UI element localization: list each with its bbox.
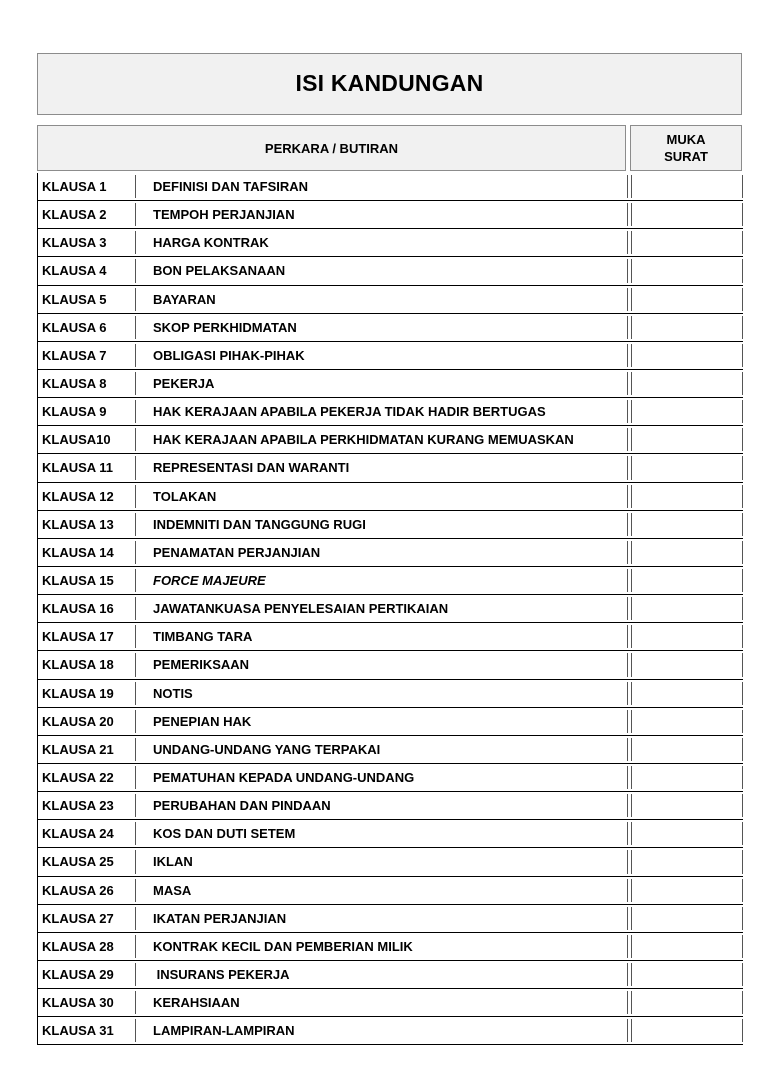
table-row bbox=[37, 426, 743, 454]
column-divider bbox=[627, 682, 628, 705]
column-divider bbox=[135, 822, 136, 845]
clause-number: KLAUSA 11 bbox=[42, 460, 114, 476]
clause-number: KLAUSA 17 bbox=[42, 629, 114, 645]
clause-number: KLAUSA 3 bbox=[42, 235, 107, 251]
table-row bbox=[37, 1017, 743, 1045]
column-divider bbox=[135, 344, 136, 367]
table-row bbox=[37, 539, 743, 567]
page-number-cell bbox=[631, 625, 743, 648]
column-divider bbox=[135, 316, 136, 339]
column-divider bbox=[627, 653, 628, 676]
column-divider bbox=[627, 963, 628, 986]
clause-number: KLAUSA 19 bbox=[42, 685, 114, 701]
clause-title: BAYARAN bbox=[153, 291, 216, 307]
clause-title: PEMERIKSAAN bbox=[153, 657, 250, 673]
clause-number: KLAUSA 1 bbox=[42, 179, 107, 195]
column-divider bbox=[135, 203, 136, 226]
clause-number: KLAUSA 25 bbox=[42, 854, 114, 870]
clause-title: IKLAN bbox=[153, 854, 193, 870]
column-divider bbox=[627, 485, 628, 508]
column-divider bbox=[135, 935, 136, 958]
table-row bbox=[37, 257, 743, 285]
table-row bbox=[37, 708, 743, 736]
clause-number: KLAUSA 9 bbox=[42, 404, 107, 420]
column-divider bbox=[627, 991, 628, 1014]
clause-title: PENEPIAN HAK bbox=[153, 713, 252, 729]
page-number-cell bbox=[631, 653, 743, 676]
column-divider bbox=[135, 569, 136, 592]
table-row bbox=[37, 286, 743, 314]
clause-number: KLAUSA 8 bbox=[42, 376, 107, 392]
table-row bbox=[37, 173, 743, 201]
clause-number: KLAUSA 23 bbox=[42, 798, 114, 814]
table-row bbox=[37, 877, 743, 905]
table-row bbox=[37, 454, 743, 482]
table-row bbox=[37, 961, 743, 989]
clause-number: KLAUSA 18 bbox=[42, 657, 114, 673]
column-divider bbox=[627, 372, 628, 395]
clause-number: KLAUSA 30 bbox=[42, 995, 114, 1011]
header-page-label-line2: SURAT bbox=[664, 149, 708, 164]
column-divider bbox=[135, 513, 136, 536]
column-divider bbox=[135, 653, 136, 676]
page-number-cell bbox=[631, 400, 743, 423]
page-number-cell bbox=[631, 203, 743, 226]
column-divider bbox=[135, 541, 136, 564]
page-number-cell bbox=[631, 794, 743, 817]
column-divider bbox=[627, 569, 628, 592]
table-row bbox=[37, 567, 743, 595]
page-number-cell bbox=[631, 935, 743, 958]
column-divider bbox=[135, 400, 136, 423]
column-divider bbox=[627, 597, 628, 620]
column-divider bbox=[627, 203, 628, 226]
page-number-cell bbox=[631, 991, 743, 1014]
clause-title: BON PELAKSANAAN bbox=[153, 263, 286, 279]
page-number-cell bbox=[631, 231, 743, 254]
clause-title: PERUBAHAN DAN PINDAAN bbox=[153, 798, 331, 814]
page-number-cell bbox=[631, 907, 743, 930]
table-row bbox=[37, 229, 743, 257]
clause-title: KOS DAN DUTI SETEM bbox=[153, 826, 296, 842]
column-divider bbox=[135, 175, 136, 198]
clause-title: FORCE MAJEURE bbox=[153, 573, 266, 589]
page-number-cell bbox=[631, 822, 743, 845]
column-divider bbox=[135, 879, 136, 902]
column-divider bbox=[135, 991, 136, 1014]
page-number-cell bbox=[631, 485, 743, 508]
column-divider bbox=[627, 288, 628, 311]
column-divider bbox=[627, 1019, 628, 1042]
header-item-cell bbox=[37, 125, 626, 171]
clause-title: UNDANG-UNDANG YANG TERPAKAI bbox=[153, 741, 381, 757]
clause-title: OBLIGASI PIHAK-PIHAK bbox=[153, 347, 305, 363]
clause-title: IKATAN PERJANJIAN bbox=[153, 910, 287, 926]
page-number-cell bbox=[631, 879, 743, 902]
table-row bbox=[37, 989, 743, 1017]
clause-number: KLAUSA 22 bbox=[42, 770, 114, 786]
clause-title: TOLAKAN bbox=[153, 488, 217, 504]
page-number-cell bbox=[631, 541, 743, 564]
clause-number: KLAUSA 26 bbox=[42, 882, 114, 898]
page-number-cell bbox=[631, 175, 743, 198]
clause-number: KLAUSA10 bbox=[42, 432, 111, 448]
column-divider bbox=[135, 288, 136, 311]
column-divider bbox=[627, 259, 628, 282]
table-row bbox=[37, 933, 743, 961]
column-divider bbox=[627, 766, 628, 789]
clause-number: KLAUSA 5 bbox=[42, 291, 107, 307]
title-box bbox=[37, 53, 742, 115]
table-row bbox=[37, 736, 743, 764]
table-row bbox=[37, 820, 743, 848]
page-number-cell bbox=[631, 710, 743, 733]
column-divider bbox=[627, 316, 628, 339]
column-divider bbox=[135, 231, 136, 254]
page-number-cell bbox=[631, 316, 743, 339]
clause-title: HAK KERAJAAN APABILA PEKERJA TIDAK HADIR BERTUGAS bbox=[153, 404, 546, 420]
table-row bbox=[37, 792, 743, 820]
clause-title: KONTRAK KECIL DAN PEMBERIAN MILIK bbox=[153, 938, 413, 954]
clause-title: HARGA KONTRAK bbox=[153, 235, 269, 251]
column-divider bbox=[135, 456, 136, 479]
column-divider bbox=[627, 175, 628, 198]
table-row bbox=[37, 398, 743, 426]
clause-title: NOTIS bbox=[153, 685, 193, 701]
clause-number: KLAUSA 2 bbox=[42, 207, 107, 223]
header-page-label-line1: MUKA bbox=[666, 132, 706, 147]
column-divider bbox=[135, 766, 136, 789]
header-item-label: PERKARA / BUTIRAN bbox=[264, 140, 399, 156]
page-number-cell bbox=[631, 682, 743, 705]
table-row bbox=[37, 342, 743, 370]
clause-title: HAK KERAJAAN APABILA PERKHIDMATAN KURANG MEMUASKAN bbox=[153, 432, 574, 448]
table-row bbox=[37, 651, 743, 679]
page-number-cell bbox=[631, 513, 743, 536]
column-divider bbox=[627, 907, 628, 930]
column-divider bbox=[627, 850, 628, 873]
page-number-cell bbox=[631, 850, 743, 873]
clause-number: KLAUSA 31 bbox=[42, 1023, 114, 1039]
table-row bbox=[37, 511, 743, 539]
column-divider bbox=[135, 850, 136, 873]
header-page-cell bbox=[630, 125, 742, 171]
clause-title: PENAMATAN PERJANJIAN bbox=[153, 544, 321, 560]
column-divider bbox=[135, 682, 136, 705]
column-divider bbox=[135, 485, 136, 508]
clause-title: PEKERJA bbox=[153, 376, 215, 392]
column-divider bbox=[135, 907, 136, 930]
page-number-cell bbox=[631, 344, 743, 367]
clause-number: KLAUSA 16 bbox=[42, 601, 114, 617]
clause-title: KERAHSIAAN bbox=[153, 995, 240, 1011]
column-divider bbox=[627, 541, 628, 564]
clause-title: TEMPOH PERJANJIAN bbox=[153, 207, 295, 223]
column-divider bbox=[627, 822, 628, 845]
clause-number: KLAUSA 14 bbox=[42, 544, 114, 560]
clause-title: LAMPIRAN-LAMPIRAN bbox=[153, 1023, 295, 1039]
column-divider bbox=[135, 625, 136, 648]
column-divider bbox=[135, 597, 136, 620]
clause-number: KLAUSA 29 bbox=[42, 967, 114, 982]
column-divider bbox=[135, 738, 136, 761]
column-divider bbox=[627, 738, 628, 761]
clause-number: KLAUSA 21 bbox=[42, 741, 114, 757]
page-number-cell bbox=[631, 1019, 743, 1042]
clause-title: JAWATANKUASA PENYELESAIAN PERTIKAIAN bbox=[153, 601, 449, 617]
column-divider bbox=[627, 456, 628, 479]
column-divider bbox=[627, 710, 628, 733]
column-divider bbox=[627, 794, 628, 817]
page-number-cell bbox=[631, 738, 743, 761]
column-divider bbox=[627, 344, 628, 367]
page-number-cell bbox=[631, 569, 743, 592]
column-divider bbox=[135, 428, 136, 451]
page-number-cell bbox=[631, 372, 743, 395]
clause-title: SKOP PERKHIDMATAN bbox=[153, 319, 297, 335]
clause-title: REPRESENTASI DAN WARANTI bbox=[153, 460, 350, 476]
page-number-cell bbox=[631, 428, 743, 451]
page-number-cell bbox=[631, 766, 743, 789]
page-title: ISI KANDUNGAN bbox=[295, 69, 484, 96]
table-row bbox=[37, 623, 743, 651]
table-row bbox=[37, 595, 743, 623]
column-divider bbox=[135, 372, 136, 395]
column-divider bbox=[627, 625, 628, 648]
table-row bbox=[37, 314, 743, 342]
clause-number: KLAUSA 4 bbox=[42, 263, 107, 279]
clause-number: KLAUSA 28 bbox=[42, 938, 114, 954]
clause-title: PEMATUHAN KEPADA UNDANG-UNDANG bbox=[153, 770, 415, 786]
column-divider bbox=[627, 513, 628, 536]
page-number-cell bbox=[631, 456, 743, 479]
table-row bbox=[37, 680, 743, 708]
page-number-cell bbox=[631, 288, 743, 311]
clause-title: MASA bbox=[153, 882, 192, 898]
table-row bbox=[37, 201, 743, 229]
clause-number: KLAUSA 6 bbox=[42, 319, 107, 335]
clause-number: KLAUSA 20 bbox=[42, 713, 114, 729]
clause-number: KLAUSA 7 bbox=[42, 347, 107, 363]
page-number-cell bbox=[631, 963, 743, 986]
contents-table bbox=[37, 173, 743, 1045]
column-divider bbox=[135, 1019, 136, 1042]
clause-title: INDEMNITI DAN TANGGUNG RUGI bbox=[153, 516, 366, 532]
table-row bbox=[37, 483, 743, 511]
column-divider bbox=[627, 879, 628, 902]
clause-number: KLAUSA 15 bbox=[42, 573, 114, 589]
clause-title: DEFINISI DAN TAFSIRAN bbox=[153, 179, 309, 195]
column-divider bbox=[627, 400, 628, 423]
column-divider bbox=[135, 963, 136, 986]
clause-title: TIMBANG TARA bbox=[153, 629, 253, 645]
column-divider bbox=[627, 428, 628, 451]
table-row bbox=[37, 848, 743, 876]
table-row bbox=[37, 905, 743, 933]
clause-number: KLAUSA 27 bbox=[42, 910, 114, 926]
table-row bbox=[37, 764, 743, 792]
page-number-cell bbox=[631, 259, 743, 282]
column-divider bbox=[627, 935, 628, 958]
column-divider bbox=[135, 794, 136, 817]
clause-number: KLAUSA 24 bbox=[42, 826, 114, 842]
column-divider bbox=[135, 259, 136, 282]
column-divider bbox=[135, 710, 136, 733]
column-divider bbox=[627, 231, 628, 254]
clause-number: KLAUSA 12 bbox=[42, 488, 114, 504]
table-row bbox=[37, 370, 743, 398]
page-number-cell bbox=[631, 597, 743, 620]
clause-title: INSURANS PEKERJA bbox=[153, 967, 290, 982]
clause-number: KLAUSA 13 bbox=[42, 516, 114, 532]
